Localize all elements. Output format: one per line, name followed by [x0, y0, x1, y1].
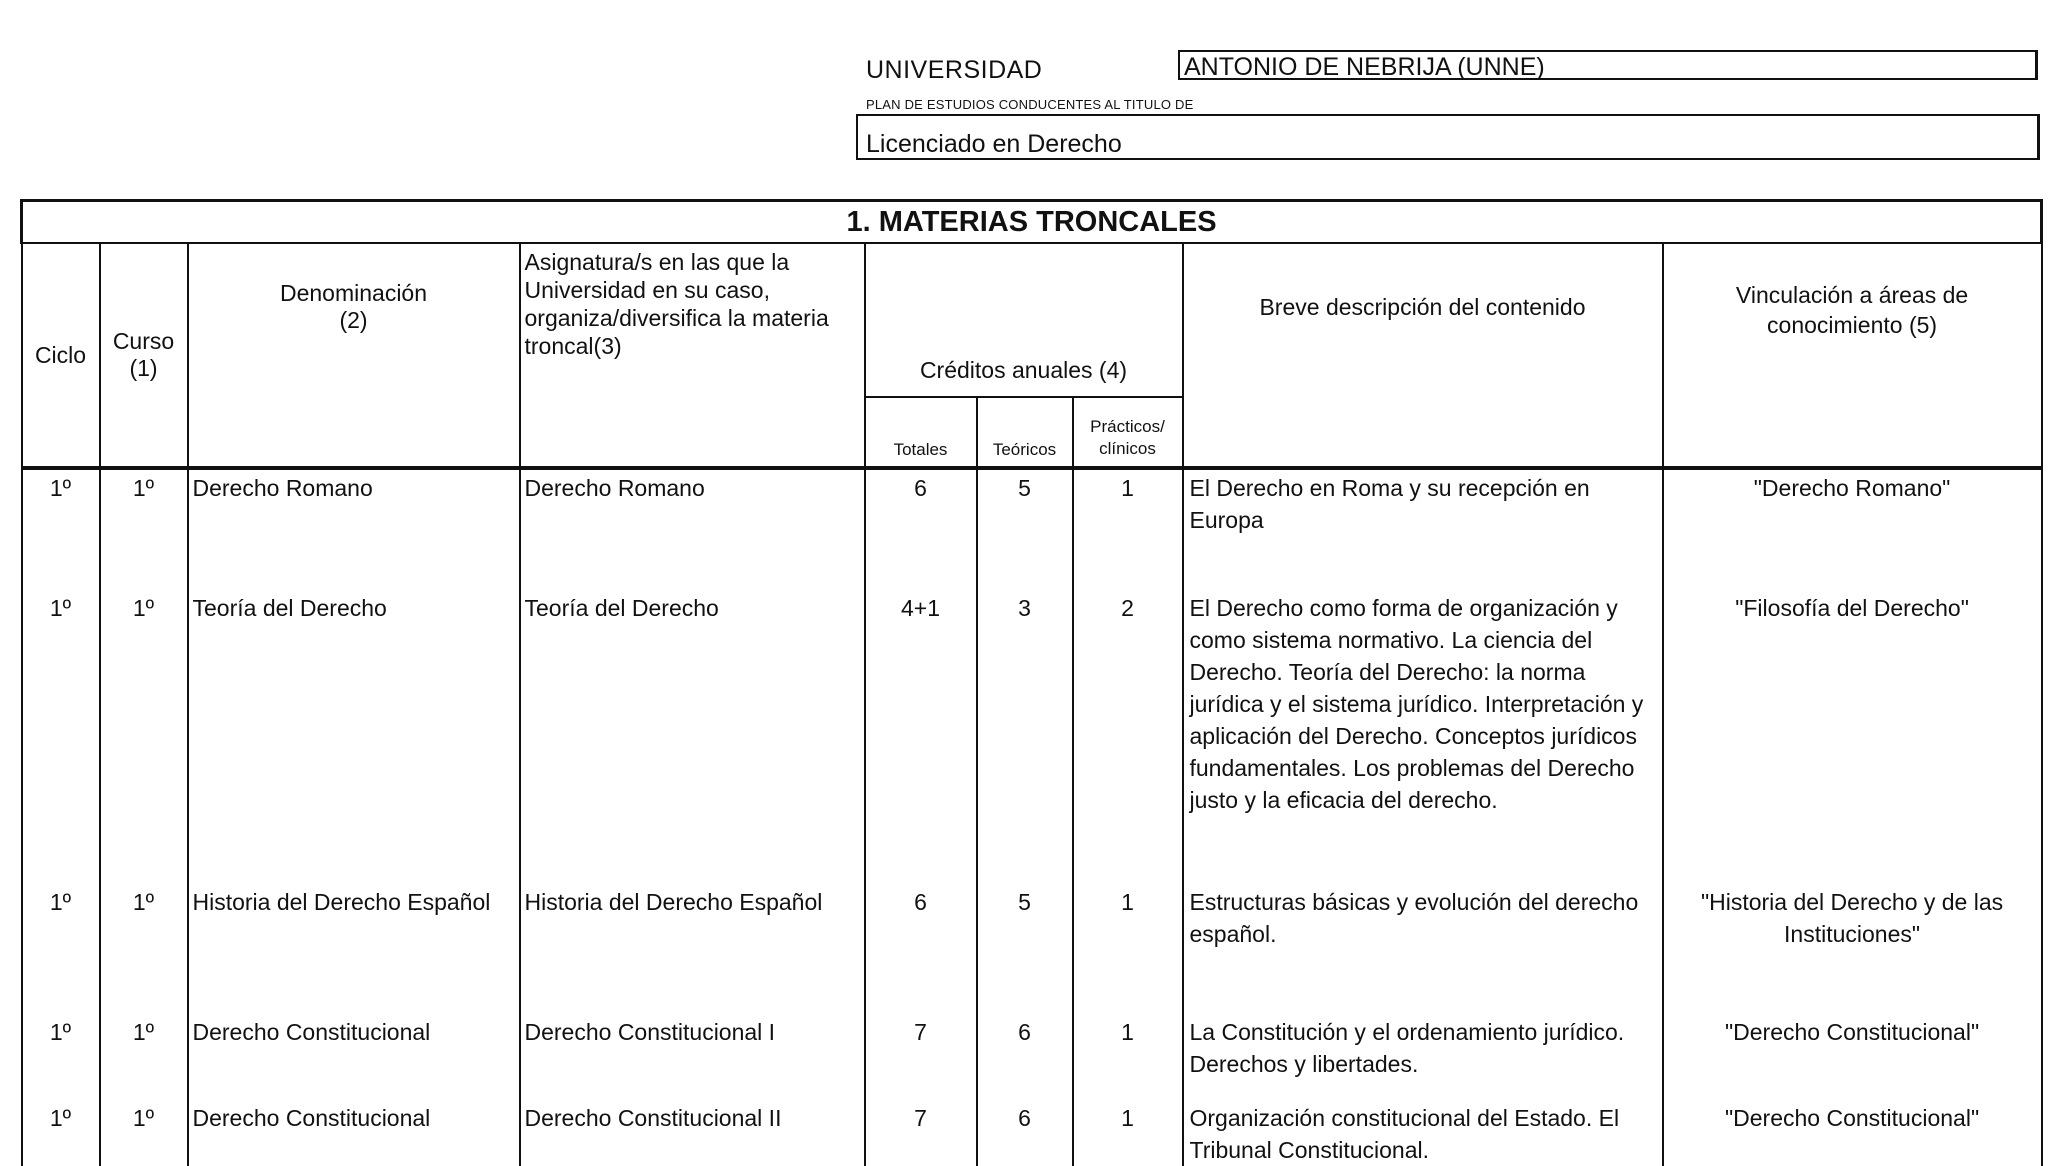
cell-denominacion: Derecho Constitucional	[188, 1100, 520, 1166]
cell-curso: 1º	[100, 590, 188, 884]
cell-totales: 6	[865, 468, 977, 590]
cell-teoricos: 3	[977, 590, 1073, 884]
cell-practicos: 2	[1073, 590, 1183, 884]
cell-asignatura: Derecho Constitucional I	[520, 1014, 865, 1100]
header-teoricos: Teóricos	[977, 397, 1073, 468]
cell-totales: 7	[865, 1100, 977, 1166]
cell-asignatura: Historia del Derecho Español	[520, 884, 865, 1014]
table-row	[22, 468, 2042, 590]
cell-practicos: 1	[1073, 1014, 1183, 1100]
cell-ciclo: 1º	[22, 468, 100, 590]
cell-denominacion: Historia del Derecho Español	[188, 884, 520, 1014]
cell-ciclo: 1º	[22, 1014, 100, 1100]
header-creditos: Créditos anuales (4)	[865, 243, 1183, 397]
cell-ciclo: 1º	[22, 590, 100, 884]
header-totales: Totales	[865, 397, 977, 468]
cell-vinculacion: "Historia del Derecho y de las Instituciones"	[1663, 884, 2042, 1014]
cell-practicos: 1	[1073, 1100, 1183, 1166]
cell-teoricos: 5	[977, 884, 1073, 1014]
cell-descripcion: El Derecho en Roma y su recepción en Europa	[1183, 468, 1663, 590]
table-row	[22, 884, 2042, 1014]
university-label: UNIVERSIDAD	[866, 56, 1043, 84]
cell-denominacion: Derecho Constitucional	[188, 1014, 520, 1100]
header-descripcion: Breve descripción del contenido	[1183, 243, 1663, 468]
cell-vinculacion: "Derecho Constitucional"	[1663, 1014, 2042, 1100]
cell-asignatura: Teoría del Derecho	[520, 590, 865, 884]
cell-practicos: 1	[1073, 468, 1183, 590]
cell-ciclo: 1º	[22, 884, 100, 1014]
header-curso: Curso (1)	[100, 243, 188, 468]
cell-denominacion: Teoría del Derecho	[188, 590, 520, 884]
table-row	[22, 1014, 2042, 1100]
cell-totales: 6	[865, 884, 977, 1014]
cell-descripcion: La Constitución y el ordenamiento jurídico. Derechos y libertades.	[1183, 1014, 1663, 1100]
cell-ciclo: 1º	[22, 1100, 100, 1166]
cell-curso: 1º	[100, 468, 188, 590]
header-ciclo: Ciclo	[22, 243, 100, 468]
cell-descripcion: Organización constitucional del Estado. El Tribunal Constitucional.	[1183, 1100, 1663, 1166]
cell-vinculacion: "Derecho Romano"	[1663, 468, 2042, 590]
cell-teoricos: 6	[977, 1014, 1073, 1100]
cell-teoricos: 6	[977, 1100, 1073, 1166]
plan-label: PLAN DE ESTUDIOS CONDUCENTES AL TITULO DE	[866, 97, 1194, 112]
cell-asignatura: Derecho Constitucional II	[520, 1100, 865, 1166]
cell-descripcion: Estructuras básicas y evolución del derecho español.	[1183, 884, 1663, 1014]
table-row	[22, 1100, 2042, 1166]
cell-teoricos: 5	[977, 468, 1073, 590]
cell-totales: 4+1	[865, 590, 977, 884]
table-row	[22, 590, 2042, 884]
cell-curso: 1º	[100, 884, 188, 1014]
header-asignatura: Asignatura/s en las que la Universidad en su caso, organiza/diversifica la materia troncal(3)	[520, 243, 865, 468]
cell-asignatura: Derecho Romano	[520, 468, 865, 590]
cell-totales: 7	[865, 1014, 977, 1100]
header-vinculacion: Vinculación a áreas de conocimiento (5)	[1663, 243, 2042, 468]
cell-descripcion: El Derecho como forma de organización y como sistema normativo. La ciencia del Derecho. Teoría del Derecho: la norma jurídica y el sistema jurídico. Interpretación y aplicación del Derecho. Conceptos jurídicos fundamentales. Los problemas del Derecho justo y la eficacia del derecho.	[1183, 590, 1663, 884]
cell-vinculacion: "Filosofía del Derecho"	[1663, 590, 2042, 884]
cell-curso: 1º	[100, 1014, 188, 1100]
university-name-field: ANTONIO DE NEBRIJA (UNNE)	[1178, 50, 2038, 80]
degree-title-field: Licenciado en Derecho	[856, 114, 2040, 160]
materias-troncales-table	[20, 199, 2043, 1166]
cell-denominacion: Derecho Romano	[188, 468, 520, 590]
header-denominacion: Denominación (2)	[188, 243, 520, 468]
cell-curso: 1º	[100, 1100, 188, 1166]
cell-vinculacion: "Derecho Constitucional"	[1663, 1100, 2042, 1166]
header-practicos: Prácticos/ clínicos	[1073, 397, 1183, 468]
section-title: 1. MATERIAS TRONCALES	[22, 201, 2042, 244]
cell-practicos: 1	[1073, 884, 1183, 1014]
